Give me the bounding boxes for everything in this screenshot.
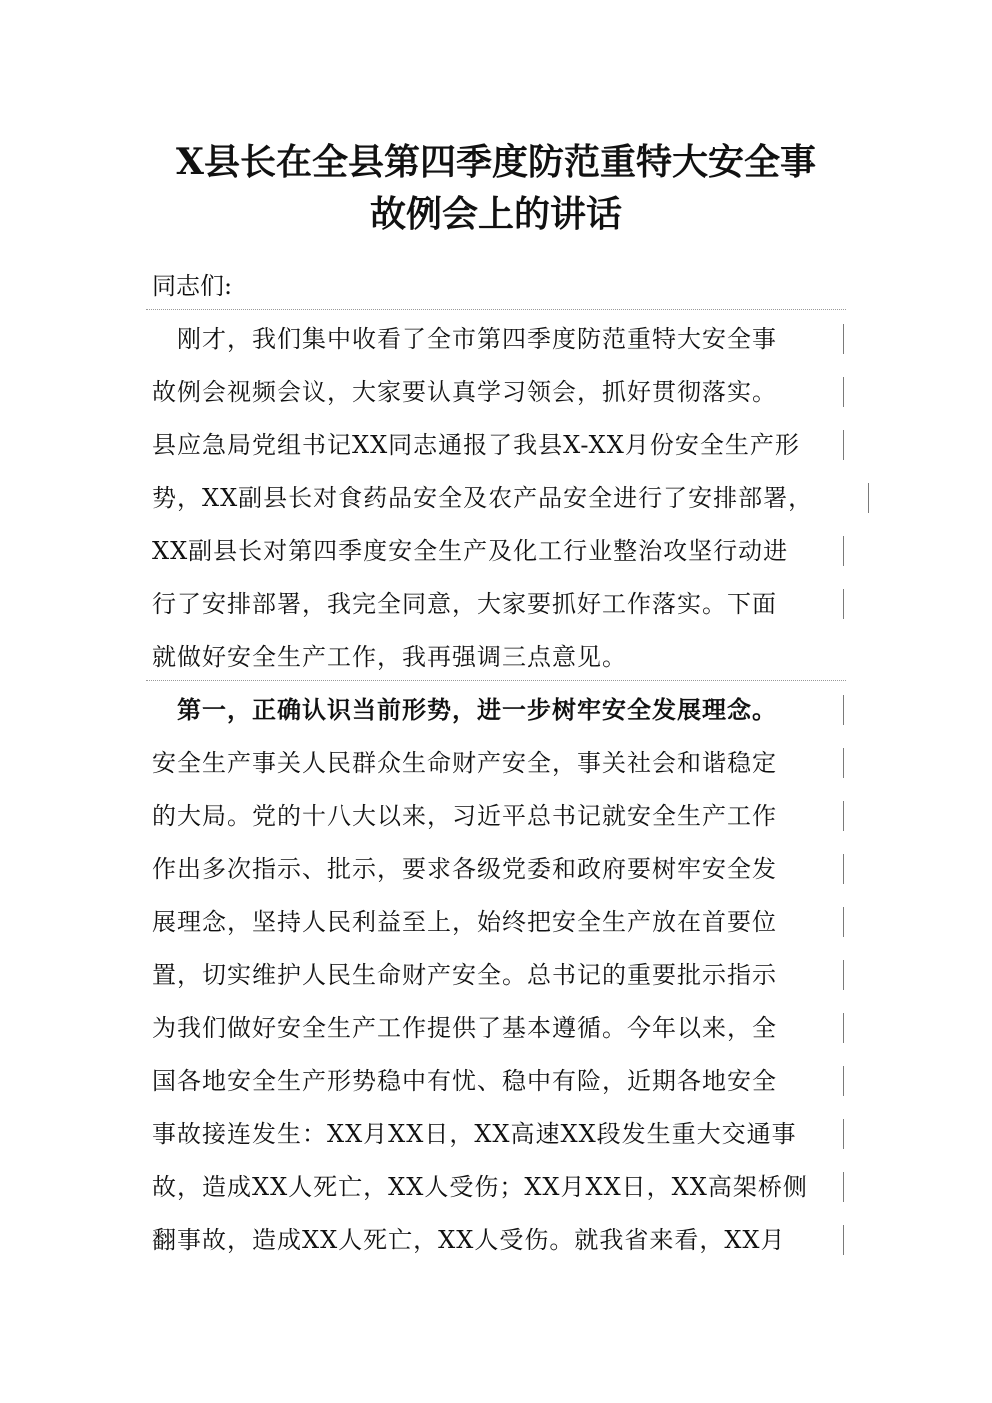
salutation: 同志们:	[152, 272, 233, 300]
paragraph-2-line: 事故接连发生：XX月XX日，XX高速XX段发生重大交通事	[152, 1120, 797, 1148]
paragraph-1-line: 行了安排部署，我完全同意，大家要抓好工作落实。下面	[152, 590, 777, 618]
paragraph-2-line: 安全生产事关人民群众生命财产安全，事关社会和谐稳定	[152, 749, 777, 777]
paragraph-divider	[146, 680, 846, 681]
line-end-marker	[843, 907, 844, 937]
paragraph-2-line: 置，切实维护人民生命财产安全。总书记的重要批示指示	[152, 961, 777, 989]
paragraph-2-line: 作出多次指示、批示，要求各级党委和政府要树牢安全发	[152, 855, 777, 883]
section-heading-1: 第一，正确认识当前形势，进一步树牢安全发展理念。	[152, 695, 777, 724]
line-end-marker	[843, 1119, 844, 1149]
line-end-marker	[843, 801, 844, 831]
paragraph-1-line: 就做好安全生产工作，我再强调三点意见。	[152, 643, 627, 671]
line-end-marker	[843, 1066, 844, 1096]
line-end-marker	[843, 1172, 844, 1202]
paragraph-2-line: 故，造成XX人死亡，XX人受伤；XX月XX日，XX高架桥侧	[152, 1173, 808, 1201]
line-end-marker	[843, 430, 844, 460]
document-title-line-1: X县长在全县第四季度防范重特大安全事	[176, 141, 816, 183]
paragraph-divider	[146, 309, 846, 310]
paragraph-1-line: 县应急局党组书记XX同志通报了我县X-XX月份安全生产形	[152, 431, 800, 459]
line-end-marker	[843, 1013, 844, 1043]
line-end-marker	[843, 536, 844, 566]
paragraph-2-line: 国各地安全生产形势稳中有忧、稳中有险，近期各地安全	[152, 1067, 777, 1095]
paragraph-1-line: XX副县长对第四季度安全生产及化工行业整治攻坚行动进	[152, 537, 789, 565]
paragraph-2-line: 为我们做好安全生产工作提供了基本遵循。今年以来，全	[152, 1014, 777, 1042]
line-end-marker	[843, 589, 844, 619]
line-end-marker	[843, 695, 844, 725]
line-end-marker	[843, 960, 844, 990]
paragraph-2-line: 的大局。党的十八大以来，习近平总书记就安全生产工作	[152, 802, 777, 830]
paragraph-2-line: 展理念，坚持人民利益至上，始终把安全生产放在首要位	[152, 908, 777, 936]
paragraph-2-line: 翻事故，造成XX人死亡，XX人受伤。就我省来看，XX月	[152, 1226, 786, 1254]
paragraph-1-line: 刚才，我们集中收看了全市第四季度防范重特大安全事	[152, 325, 777, 353]
line-end-marker	[843, 854, 844, 884]
line-end-marker	[843, 324, 844, 354]
line-end-marker	[843, 1225, 844, 1255]
line-end-marker	[843, 748, 844, 778]
paragraph-1-line: 故例会视频会议，大家要认真学习领会，抓好贯彻落实。	[152, 378, 777, 406]
paragraph-1-line: 势，XX副县长对食药品安全及农产品安全进行了安排部署，	[152, 484, 814, 512]
document-title-line-2: 故例会上的讲话	[369, 193, 622, 235]
line-end-marker	[843, 377, 844, 407]
line-end-marker	[868, 483, 869, 513]
